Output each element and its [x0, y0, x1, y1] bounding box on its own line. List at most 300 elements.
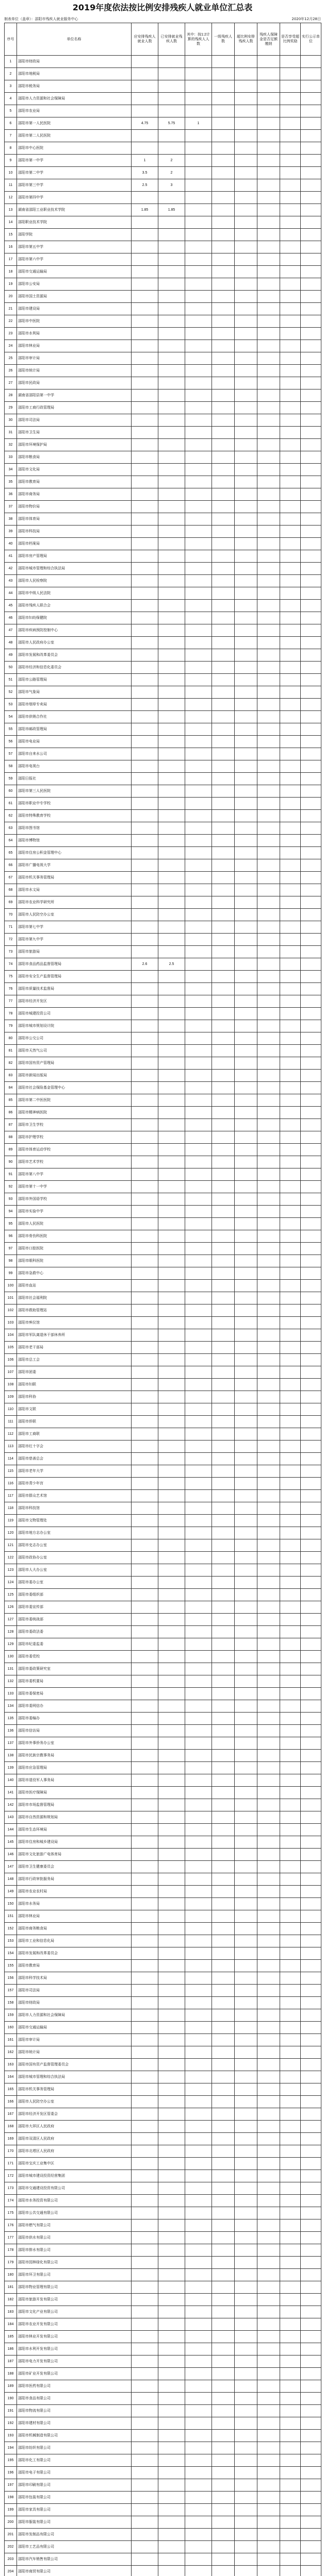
table-cell [185, 1799, 212, 1811]
table-cell [158, 1267, 185, 1280]
unit-name-cell: 邵阳市人民防空办公室 [17, 2096, 132, 2108]
table-cell: 83 [5, 1070, 17, 1082]
table-cell [235, 1230, 257, 1243]
table-cell [158, 1465, 185, 1478]
table-cell [185, 1564, 212, 1577]
unit-name-cell: 邵阳市审计局 [17, 2034, 132, 2046]
table-cell [257, 105, 280, 117]
table-cell [132, 2009, 158, 2022]
table-cell [158, 1935, 185, 1947]
table-cell [132, 896, 158, 909]
table-cell [301, 2306, 321, 2318]
table-cell [257, 1886, 280, 1898]
table-cell [132, 711, 158, 723]
table-cell [132, 1601, 158, 1614]
table-cell [185, 958, 212, 971]
unit-name-cell: 邵阳市商贸有限公司 [17, 2566, 132, 2576]
table-cell [301, 1663, 321, 1675]
table-cell [132, 2281, 158, 2294]
table-cell [212, 587, 235, 600]
table-cell [185, 1342, 212, 1354]
table-cell [132, 2232, 158, 2244]
table-cell [280, 451, 301, 464]
table-cell [132, 105, 158, 117]
table-cell [235, 2121, 257, 2133]
table-cell: 29 [5, 402, 17, 414]
table-cell [132, 2133, 158, 2145]
table-cell [280, 476, 301, 488]
table-cell [158, 402, 185, 414]
table-cell [132, 1713, 158, 1725]
table-cell [257, 2417, 280, 2430]
table-cell [280, 2566, 301, 2576]
table-row [5, 1082, 321, 1094]
table-cell [235, 2219, 257, 2232]
table-cell [301, 2318, 321, 2331]
table-cell [257, 2368, 280, 2380]
table-cell: 186 [5, 2343, 17, 2355]
table-cell [185, 1292, 212, 1304]
table-cell [158, 624, 185, 637]
table-row [5, 1094, 321, 1107]
table-cell [301, 1787, 321, 1799]
table-cell [280, 2294, 301, 2306]
table-cell [235, 1057, 257, 1070]
table-cell [280, 1082, 301, 1094]
table-cell [235, 1824, 257, 1836]
table-cell [212, 637, 235, 649]
table-cell [301, 1923, 321, 1935]
table-cell [212, 736, 235, 748]
table-cell [158, 1317, 185, 1329]
table-cell [280, 2071, 301, 2083]
table-row [5, 674, 321, 686]
table-cell [235, 1070, 257, 1082]
table-cell [212, 488, 235, 501]
table-cell [158, 1502, 185, 1515]
table-cell [257, 1094, 280, 1107]
table-cell: 14 [5, 216, 17, 229]
table-cell [301, 1168, 321, 1181]
table-cell [280, 501, 301, 513]
table-cell [185, 1206, 212, 1218]
unit-name-cell: 邵阳市精神病医院 [17, 1107, 132, 1119]
table-cell [257, 1898, 280, 1910]
table-row [5, 365, 321, 377]
table-cell: 159 [5, 2009, 17, 2022]
table-cell: 76 [5, 983, 17, 995]
table-cell: 152 [5, 1923, 17, 1935]
table-row [5, 1799, 321, 1811]
table-cell [185, 1947, 212, 1960]
table-cell [212, 1910, 235, 1923]
table-row [5, 1898, 321, 1910]
unit-name-cell: 邵阳市汽车销售有限公司 [17, 2553, 132, 2566]
table-row [5, 1490, 321, 1502]
table-cell [158, 2034, 185, 2046]
table-cell: 55 [5, 723, 17, 736]
table-row [5, 2294, 321, 2306]
table-cell [235, 1428, 257, 1440]
table-cell: 110 [5, 1403, 17, 1416]
table-cell: 189 [5, 2380, 17, 2393]
table-cell [257, 1849, 280, 1861]
header-row [5, 23, 321, 56]
table-cell [185, 896, 212, 909]
unit-name-cell: 邵阳市水利局 [17, 328, 132, 340]
table-cell [257, 2145, 280, 2158]
table-cell [280, 1119, 301, 1131]
table-cell [212, 2393, 235, 2405]
table-cell: 10 [5, 167, 17, 179]
table-cell [212, 1379, 235, 1391]
table-cell: 44 [5, 587, 17, 600]
table-cell [257, 563, 280, 575]
table-cell [257, 2232, 280, 2244]
table-cell [212, 2504, 235, 2516]
table-cell [158, 983, 185, 995]
table-cell [132, 1317, 158, 1329]
table-cell [235, 1020, 257, 1032]
table-cell [132, 1020, 158, 1032]
unit-name-cell: 邵阳市建设局 [17, 303, 132, 315]
table-row [5, 2355, 321, 2368]
table-cell [132, 909, 158, 921]
table-cell [235, 1156, 257, 1168]
table-cell [158, 2393, 185, 2405]
table-cell [185, 1824, 212, 1836]
table-cell [212, 773, 235, 785]
table-cell [257, 1428, 280, 1440]
table-cell [280, 2083, 301, 2096]
table-cell [280, 2454, 301, 2467]
table-cell [158, 946, 185, 958]
table-cell [132, 1094, 158, 1107]
table-cell [132, 995, 158, 1008]
table-cell [301, 1527, 321, 1539]
table-cell [280, 1070, 301, 1082]
table-cell: 68 [5, 884, 17, 896]
unit-name-cell: 邵阳市疾病预防控制中心 [17, 624, 132, 637]
table-cell: 141 [5, 1787, 17, 1799]
table-cell [132, 142, 158, 155]
table-cell [132, 501, 158, 513]
unit-name-cell: 邵阳市质量技术监督局 [17, 983, 132, 995]
table-cell [185, 909, 212, 921]
table-cell [158, 1515, 185, 1527]
table-cell [235, 785, 257, 798]
table-cell [301, 389, 321, 402]
table-cell [185, 1391, 212, 1403]
table-cell [257, 1453, 280, 1465]
table-cell [301, 835, 321, 847]
table-cell [158, 1923, 185, 1935]
table-cell [212, 2479, 235, 2492]
table-cell [235, 2195, 257, 2207]
table-cell [257, 2009, 280, 2022]
table-cell [132, 637, 158, 649]
table-cell [212, 624, 235, 637]
table-cell [158, 1082, 185, 1094]
table-row [5, 2393, 321, 2405]
table-row [5, 1218, 321, 1230]
table-cell [280, 1317, 301, 1329]
table-row [5, 662, 321, 674]
table-cell [257, 2121, 280, 2133]
table-cell [235, 56, 257, 68]
table-cell: 1 [5, 56, 17, 68]
table-row [5, 204, 321, 216]
table-cell [132, 699, 158, 711]
unit-name-cell: 邵阳市经济开发区管委会 [17, 2108, 132, 2121]
table-cell [235, 389, 257, 402]
table-cell [132, 2145, 158, 2158]
table-cell [235, 229, 257, 241]
table-cell [280, 1626, 301, 1638]
table-row [5, 1156, 321, 1168]
table-cell [132, 662, 158, 674]
table-cell [132, 587, 158, 600]
table-cell [158, 1416, 185, 1428]
table-row [5, 2096, 321, 2108]
table-cell [185, 192, 212, 204]
table-cell [158, 1552, 185, 1564]
table-cell [280, 278, 301, 291]
table-cell [235, 179, 257, 192]
table-cell [212, 1725, 235, 1737]
table-cell [185, 1886, 212, 1898]
table-cell [158, 451, 185, 464]
unit-name-cell: 邵阳市民政局 [17, 377, 132, 389]
table-cell [235, 1552, 257, 1564]
table-cell [185, 68, 212, 80]
table-row [5, 2145, 321, 2158]
table-cell [301, 451, 321, 464]
table-cell [280, 377, 301, 389]
table-cell: 11 [5, 179, 17, 192]
table-cell: 183 [5, 2306, 17, 2318]
table-cell [257, 884, 280, 896]
table-cell [235, 1515, 257, 1527]
unit-name-cell: 邵阳市双清区人民政府 [17, 2133, 132, 2145]
table-cell [280, 946, 301, 958]
unit-name-cell: 邵阳市供销合作社 [17, 711, 132, 723]
table-cell [212, 278, 235, 291]
table-cell [132, 1107, 158, 1119]
table-cell [257, 1193, 280, 1206]
table-cell [301, 1156, 321, 1168]
unit-name-cell: 邵阳市妇联 [17, 1379, 132, 1391]
table-cell: 106 [5, 1354, 17, 1366]
table-row [5, 649, 321, 662]
table-cell: 122 [5, 1552, 17, 1564]
table-cell [235, 1811, 257, 1824]
table-cell [212, 1131, 235, 1144]
table-cell [235, 835, 257, 847]
table-cell [301, 2529, 321, 2541]
table-cell: 151 [5, 1910, 17, 1923]
table-cell [257, 1750, 280, 1762]
table-cell [280, 550, 301, 563]
table-row [5, 2219, 321, 2232]
table-cell [257, 2059, 280, 2071]
table-cell [301, 1824, 321, 1836]
table-cell [212, 971, 235, 983]
table-cell [158, 773, 185, 785]
table-cell [235, 1985, 257, 1997]
table-cell [212, 377, 235, 389]
table-cell [212, 1428, 235, 1440]
table-cell [158, 2430, 185, 2442]
table-cell: 31 [5, 427, 17, 439]
table-cell [132, 1824, 158, 1836]
table-row [5, 1589, 321, 1601]
table-cell: 192 [5, 2417, 17, 2430]
table-cell [301, 550, 321, 563]
table-cell [158, 1787, 185, 1799]
table-cell: 47 [5, 624, 17, 637]
table-cell [301, 946, 321, 958]
table-cell [235, 526, 257, 538]
table-cell [235, 637, 257, 649]
table-cell [185, 1107, 212, 1119]
table-cell [212, 760, 235, 773]
table-cell [235, 1861, 257, 1873]
table-cell [301, 1972, 321, 1985]
table-cell [185, 859, 212, 872]
table-cell [235, 142, 257, 155]
table-row [5, 1032, 321, 1045]
table-cell [185, 2170, 212, 2182]
table-cell: 104 [5, 1329, 17, 1342]
unit-name-cell: 邵阳市农业开发有限公司 [17, 2318, 132, 2331]
table-cell [132, 1440, 158, 1453]
table-cell [185, 1910, 212, 1923]
table-cell [301, 1651, 321, 1663]
table-cell [158, 711, 185, 723]
table-cell [301, 1230, 321, 1243]
table-cell [257, 117, 280, 130]
table-cell [301, 649, 321, 662]
table-cell [280, 2121, 301, 2133]
table-cell [185, 2257, 212, 2269]
table-row [5, 1762, 321, 1774]
table-cell [301, 1737, 321, 1750]
table-cell [132, 1886, 158, 1898]
table-cell [158, 1168, 185, 1181]
table-cell [158, 526, 185, 538]
table-cell [257, 847, 280, 859]
table-cell [235, 1342, 257, 1354]
table-cell [257, 2281, 280, 2294]
table-cell [132, 1366, 158, 1379]
unit-name-cell: 邵阳市人大办公室 [17, 1564, 132, 1577]
table-cell [158, 2318, 185, 2331]
table-cell [235, 328, 257, 340]
table-cell [280, 1638, 301, 1651]
table-cell [158, 1539, 185, 1552]
unit-name-cell: 邵阳市文化产业有限公司 [17, 2306, 132, 2318]
table-cell [257, 538, 280, 550]
table-row [5, 105, 321, 117]
unit-name-cell: 邵阳市教育局 [17, 476, 132, 488]
table-cell: 30 [5, 414, 17, 427]
table-cell [235, 600, 257, 612]
table-cell [158, 563, 185, 575]
table-cell [158, 2219, 185, 2232]
table-row [5, 2541, 321, 2553]
table-cell [158, 130, 185, 142]
table-cell [257, 2566, 280, 2576]
header-cell: 已安排就业残疾人数 [158, 23, 185, 56]
table-cell [185, 1181, 212, 1193]
table-cell [301, 872, 321, 884]
table-cell [257, 2046, 280, 2059]
table-cell [301, 2516, 321, 2529]
table-cell [257, 2479, 280, 2492]
table-cell [132, 2454, 158, 2467]
table-cell [212, 1960, 235, 1972]
table-cell [280, 1552, 301, 1564]
table-row [5, 1440, 321, 1453]
table-cell [185, 1725, 212, 1737]
table-cell [132, 427, 158, 439]
table-cell [257, 909, 280, 921]
table-row [5, 2170, 321, 2182]
table-cell [132, 2566, 158, 2576]
table-cell [132, 1119, 158, 1131]
table-cell [301, 2071, 321, 2083]
table-cell [280, 884, 301, 896]
table-row [5, 167, 321, 179]
table-cell [257, 1713, 280, 1725]
table-cell [257, 934, 280, 946]
table-cell: 114 [5, 1453, 17, 1465]
table-cell [280, 587, 301, 600]
table-row [5, 464, 321, 476]
table-cell: 190 [5, 2393, 17, 2405]
table-row [5, 2059, 321, 2071]
table-row [5, 1354, 321, 1366]
table-cell [280, 921, 301, 934]
table-cell [235, 1032, 257, 1045]
table-cell [257, 1032, 280, 1045]
table-cell [257, 2492, 280, 2504]
table-cell [301, 1329, 321, 1342]
table-cell [212, 2170, 235, 2182]
table-cell [212, 884, 235, 896]
table-cell [132, 946, 158, 958]
table-cell [212, 649, 235, 662]
table-cell [212, 612, 235, 624]
table-cell [301, 1552, 321, 1564]
table-cell [301, 2207, 321, 2219]
table-cell [212, 1304, 235, 1317]
table-cell [212, 1329, 235, 1342]
table-cell [158, 1886, 185, 1898]
table-row [5, 699, 321, 711]
table-cell [301, 538, 321, 550]
table-cell [132, 1391, 158, 1403]
unit-name-cell: 邵阳市慈善总会 [17, 1453, 132, 1465]
table-cell [257, 241, 280, 253]
table-cell: 22 [5, 315, 17, 328]
header-cell: 应安排残疾人就业人数 [132, 23, 158, 56]
table-cell [158, 1342, 185, 1354]
table-cell [158, 68, 185, 80]
table-cell [212, 1997, 235, 2009]
table-cell [132, 2257, 158, 2269]
